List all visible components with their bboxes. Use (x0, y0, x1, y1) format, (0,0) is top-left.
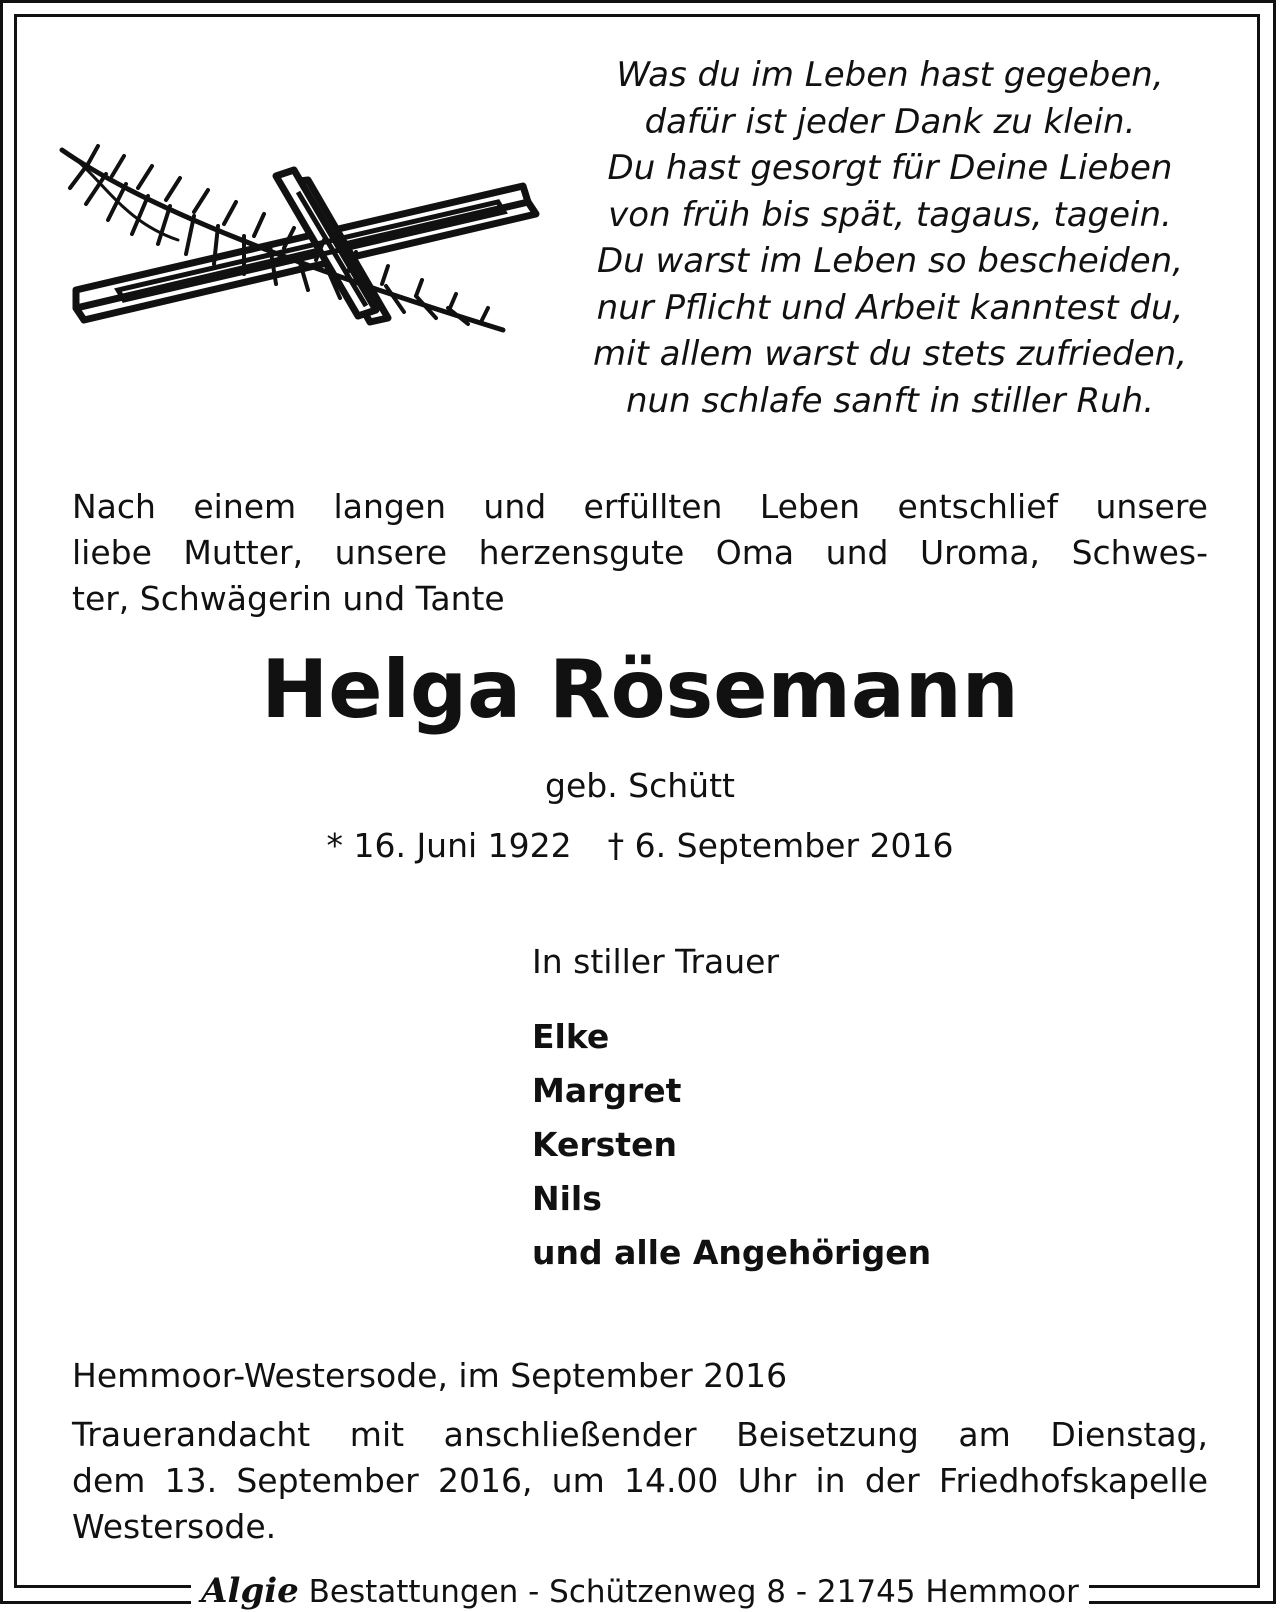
poem-line: Du hast gesorgt für Deine Lieben (607, 148, 1173, 188)
cross-with-palm-frond-icon (58, 140, 568, 350)
footer-content (191, 1572, 1089, 1611)
intro-line: Nach einem langen und erfüllten Leben entschlief unsere (72, 487, 1208, 526)
life-dates (0, 824, 1280, 868)
mourners-list (532, 1010, 931, 1280)
deceased-name: Helga Rösemann (261, 643, 1019, 736)
poem-line: Du warst im Leben so bescheiden, (596, 241, 1184, 281)
mourning-label: In stiller Trauer (532, 942, 780, 981)
intro-line: liebe Mutter, unsere herzensgute Oma und Uroma, Schwes- (72, 533, 1208, 572)
footer-address: Bestattungen - Schützenweg 8 - 21745 Hemmoor (308, 1574, 1079, 1610)
maiden-name: geb. Schütt (545, 766, 735, 805)
poem-line: von früh bis spät, tagaus, tagein. (608, 194, 1172, 235)
funeral-home-logo: Algie (201, 1571, 299, 1611)
birth-date: * 16. Juni 1922 (326, 826, 572, 865)
poem (560, 52, 1220, 424)
place-and-date: Hemmoor-Westersode, im September 2016 (72, 1356, 788, 1395)
intro-paragraph (72, 484, 1208, 622)
intro-line: ter, Schwägerin und Tante (72, 579, 505, 618)
poem-line: nur Pflicht und Arbeit kanntest du, (596, 287, 1184, 328)
mourner-name: Elke (532, 1017, 610, 1056)
mourner-name: Nils (532, 1179, 602, 1218)
poem-line: dafür ist jeder Dank zu klein. (644, 101, 1136, 142)
service-line: Westersode. (72, 1507, 277, 1546)
poem-line: nun schlafe sanft in stiller Ruh. (625, 380, 1154, 421)
service-line: dem 13. September 2016, um 14.00 Uhr in der Friedhofskapelle (72, 1461, 1208, 1500)
footer (0, 1572, 1280, 1612)
service-details (72, 1412, 1208, 1550)
poem-line: Was du im Leben hast gegeben, (616, 55, 1164, 95)
mourner-name: Margret (532, 1071, 682, 1110)
mourner-name: und alle Angehörigen (532, 1233, 932, 1272)
mourner-name: Kersten (532, 1125, 677, 1164)
service-line: Trauerandacht mit anschließender Beisetzung am Dienstag, (72, 1415, 1208, 1454)
poem-line: mit allem warst du stets zufrieden, (592, 334, 1188, 374)
death-date: † 6. September 2016 (607, 826, 954, 865)
